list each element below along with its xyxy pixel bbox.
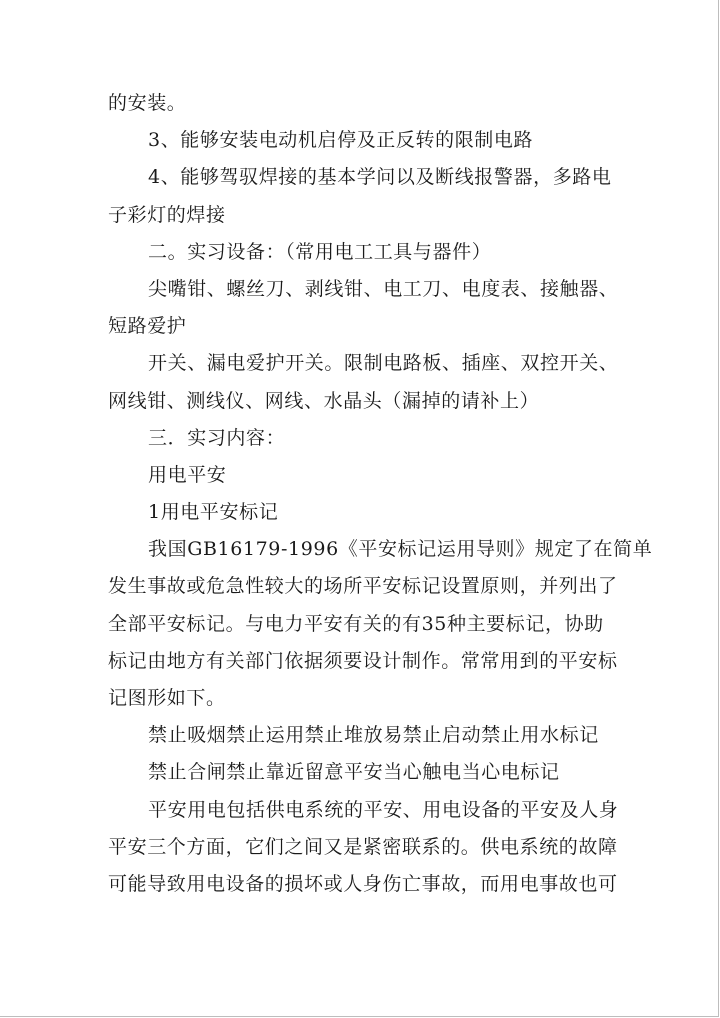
text-line: 平安用电包括供电系统的平安、用电设备的平安及人身 — [148, 798, 619, 821]
subsection-heading: 用电平安 — [148, 463, 227, 486]
text-line: 禁止吸烟禁止运用禁止堆放易禁止启动禁止用水标记 — [148, 724, 599, 747]
text-line: 4、能够驾驭焊接的基本学问以及断线报警器，多路电 — [148, 166, 612, 189]
document-body — [108, 85, 653, 903]
text-line: 开关、漏电爱护开关。限制电路板、插座、双控开关、 — [148, 352, 619, 375]
text-line: 我国GB16179-1996《平安标记运用导则》规定了在简单 — [148, 538, 653, 561]
text-line: 平安三个方面，它们之间又是紧密联系的。供电系统的故障 — [108, 835, 618, 858]
text-line: 全部平安标记。与电力平安有关的有35种主要标记，协助 — [108, 612, 604, 635]
text-line: 3、能够安装电动机启停及正反转的限制电路 — [148, 129, 534, 152]
text-line: 可能导致用电设备的损坏或人身伤亡事故，而用电事故也可 — [108, 872, 618, 895]
text-line: 尖嘴钳、螺丝刀、剥线钳、电工刀、电度表、接触器、 — [148, 277, 619, 300]
text-line: 标记由地方有关部门依据须要设计制作。常常用到的平安标 — [108, 649, 618, 672]
section-heading: 三．实习内容： — [148, 426, 286, 449]
subsection-heading: 1用电平安标记 — [148, 501, 279, 524]
text-line: 的安装。 — [108, 92, 187, 114]
text-line: 短路爱护 — [108, 315, 187, 338]
text-line: 禁止合闸禁止靠近留意平安当心触电当心电标记 — [148, 761, 560, 784]
text-line: 发生事故或危急性较大的场所平安标记设置原则，并列出了 — [108, 575, 618, 598]
text-line: 网线钳、测线仪、网线、水晶头（漏掉的请补上） — [108, 389, 540, 412]
text-line: 记图形如下。 — [108, 687, 226, 709]
text-line: 子彩灯的焊接 — [108, 203, 226, 226]
section-heading: 二。实习设备：（常用电工工具与器件） — [148, 240, 492, 263]
